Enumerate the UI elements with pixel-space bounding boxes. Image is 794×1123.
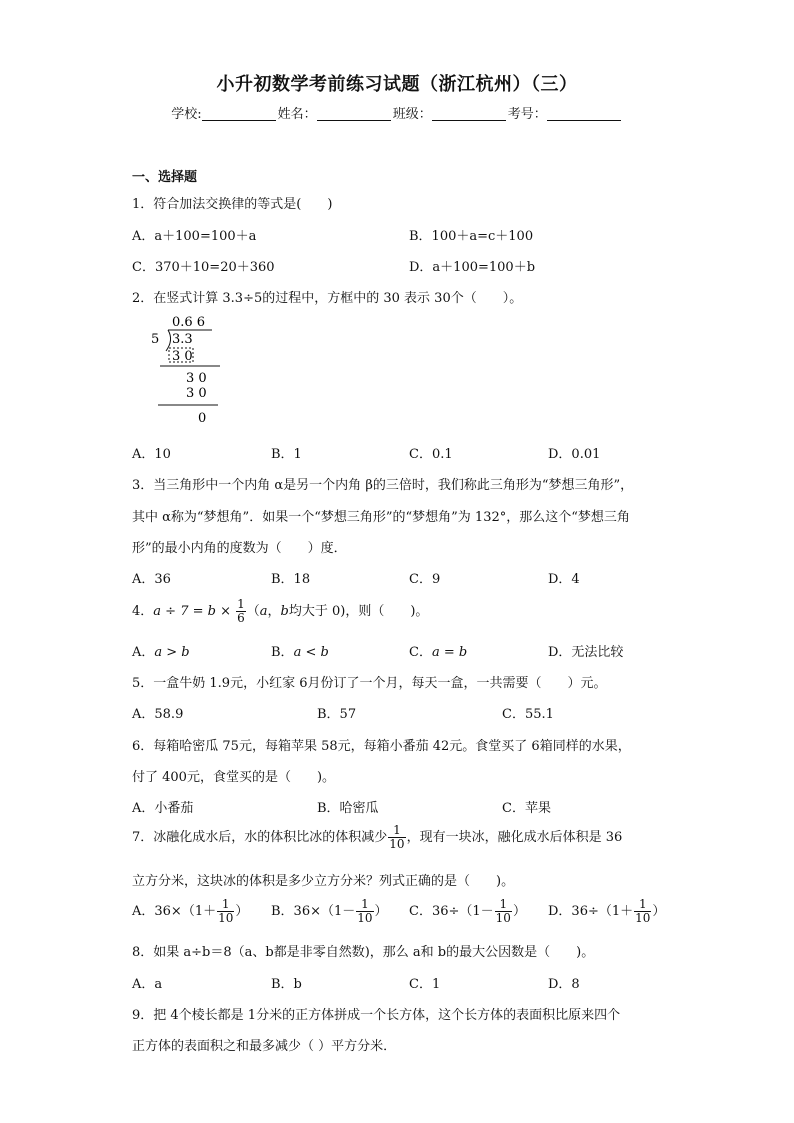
q4-option-c[interactable]: C．a = b [409, 645, 468, 660]
division-remainder: 0 [198, 411, 207, 426]
q1-option-a[interactable]: A．a＋100=100＋a [132, 229, 257, 244]
q3-line-2: 其中 α称为“梦想角”．如果一个“梦想三角形”的“梦想角”为 132°，那么这个“梦想三角 [132, 510, 630, 525]
q5-option-c[interactable]: C．55.1 [502, 707, 554, 722]
division-quotient: 0.6 6 [172, 315, 206, 330]
q8-stem: 8．如果 a÷b＝8（a、b都是非零自然数)，那么 a和 b的最大公因数是（ )。 [132, 945, 595, 960]
q2-option-b[interactable]: B．1 [271, 447, 302, 462]
q4-stem: 4．a ÷ 7 = b × $\frac{1}{6}$ （a，b均大于 0)，则（ )。 [132, 597, 429, 625]
q3-option-d[interactable]: D．4 [548, 572, 580, 587]
q2-stem: 2．在竖式计算 3.3÷5的过程中，方框中的 30 表示 30个（ ）。 [132, 291, 523, 306]
q7-line-1: 7．冰融化成水后，水的体积比冰的体积减少 $\frac{1}{10}$ ，现有一块冰，融化成水后体积是 36 [132, 823, 623, 851]
division-row-1: 3 0 [186, 371, 207, 386]
q6-line-1: 6．每箱哈密瓜 75元，每箱苹果 58元，每箱小番茄 42元。食堂买了 6箱同样的水果， [132, 739, 631, 754]
class-label: 班级： [392, 107, 432, 122]
q1-stem: 1．符合加法交换律的等式是( ) [132, 197, 333, 212]
q1-option-b[interactable]: B．100＋a=c＋100 [409, 229, 534, 244]
q5-option-b[interactable]: B．57 [317, 707, 357, 722]
q4-option-a[interactable]: A．a > b [132, 645, 190, 660]
q4-option-d[interactable]: D．无法比较 [548, 645, 624, 660]
section-heading-choice: 一、选择题 [132, 170, 198, 185]
exam-number-blank[interactable] [547, 106, 621, 121]
q2-option-a[interactable]: A．10 [132, 447, 171, 462]
q1-option-c[interactable]: C．370＋10=20＋360 [132, 260, 275, 275]
exam-number-label: 考号： [507, 107, 547, 122]
division-dividend: 3.3 [172, 332, 193, 347]
q6-option-a[interactable]: A．小番茄 [132, 801, 194, 816]
q3-option-b[interactable]: B．18 [271, 572, 311, 587]
q5-option-a[interactable]: A．58.9 [132, 707, 184, 722]
class-blank[interactable] [432, 106, 506, 121]
student-info-line [0, 103, 794, 122]
q9-line-2: 正方体的表面积之和最多减少（ ）平方分米． [132, 1039, 397, 1054]
q4-number: 4． [132, 604, 154, 619]
q4-fraction: $\frac{1}{6}$ [237, 597, 245, 625]
q3-line-3: 形”的最小内角的度数为（ ）度． [132, 541, 347, 556]
q7-line-2: 立方分米，这块冰的体积是多少立方分米？列式正确的是（ )。 [132, 874, 515, 889]
name-label: 姓名： [277, 107, 317, 122]
q2-option-c[interactable]: C．0.1 [409, 447, 453, 462]
q8-option-a[interactable]: A．a [132, 977, 163, 992]
q8-option-b[interactable]: B．b [271, 977, 302, 992]
q7-fraction: $\frac{1}{10}$ [389, 823, 405, 851]
q6-line-2: 付了 400元，食堂买的是（ )。 [132, 770, 336, 785]
q2-option-d[interactable]: D．0.01 [548, 447, 601, 462]
q4-option-b[interactable]: B．a < b [271, 645, 329, 660]
q3-line-1: 3．当三角形中一个内角 α是另一个内角 β的三倍时，我们称此三角形为“梦想三角形”， [132, 478, 634, 493]
q8-option-c[interactable]: C．1 [409, 977, 441, 992]
division-row-2: 3 0 [186, 386, 207, 401]
q6-option-c[interactable]: C．苹果 [502, 801, 551, 816]
q8-option-d[interactable]: D．8 [548, 977, 580, 992]
q9-line-1: 9．把 4个棱长都是 1分米的正方体拼成一个长方体，这个长方体的表面积比原来四个 [132, 1008, 621, 1023]
q7-option-c[interactable]: C．36÷（1－ $\frac{1}{10}$ ） [409, 897, 526, 925]
school-blank[interactable] [202, 106, 276, 121]
division-boxed-number: 3 0 [172, 349, 193, 364]
q5-stem: 5．一盒牛奶 1.9元，小红家 6月份订了一个月，每天一盒，一共需要（ ）元。 [132, 676, 607, 691]
school-label: 学校: [171, 107, 202, 122]
name-blank[interactable] [317, 106, 391, 121]
q3-option-a[interactable]: A．36 [132, 572, 171, 587]
q7-option-d[interactable]: D．36÷（1＋ $\frac{1}{10}$ ） [548, 897, 666, 925]
q6-option-b[interactable]: B．哈密瓜 [317, 801, 379, 816]
page-title: 小升初数学考前练习试题（浙江杭州）（三） [216, 74, 578, 95]
q3-option-c[interactable]: C．9 [409, 572, 441, 587]
q7-option-a[interactable]: A．36×（1＋ $\frac{1}{10}$ ） [132, 897, 249, 925]
long-division-diagram [150, 312, 230, 427]
q7-option-b[interactable]: B．36×（1－ $\frac{1}{10}$ ） [271, 897, 388, 925]
q1-option-d[interactable]: D．a＋100=100＋b [409, 260, 536, 275]
q4-expression: a ÷ 7 = b × [153, 604, 231, 619]
division-divisor: 5 [151, 332, 160, 347]
